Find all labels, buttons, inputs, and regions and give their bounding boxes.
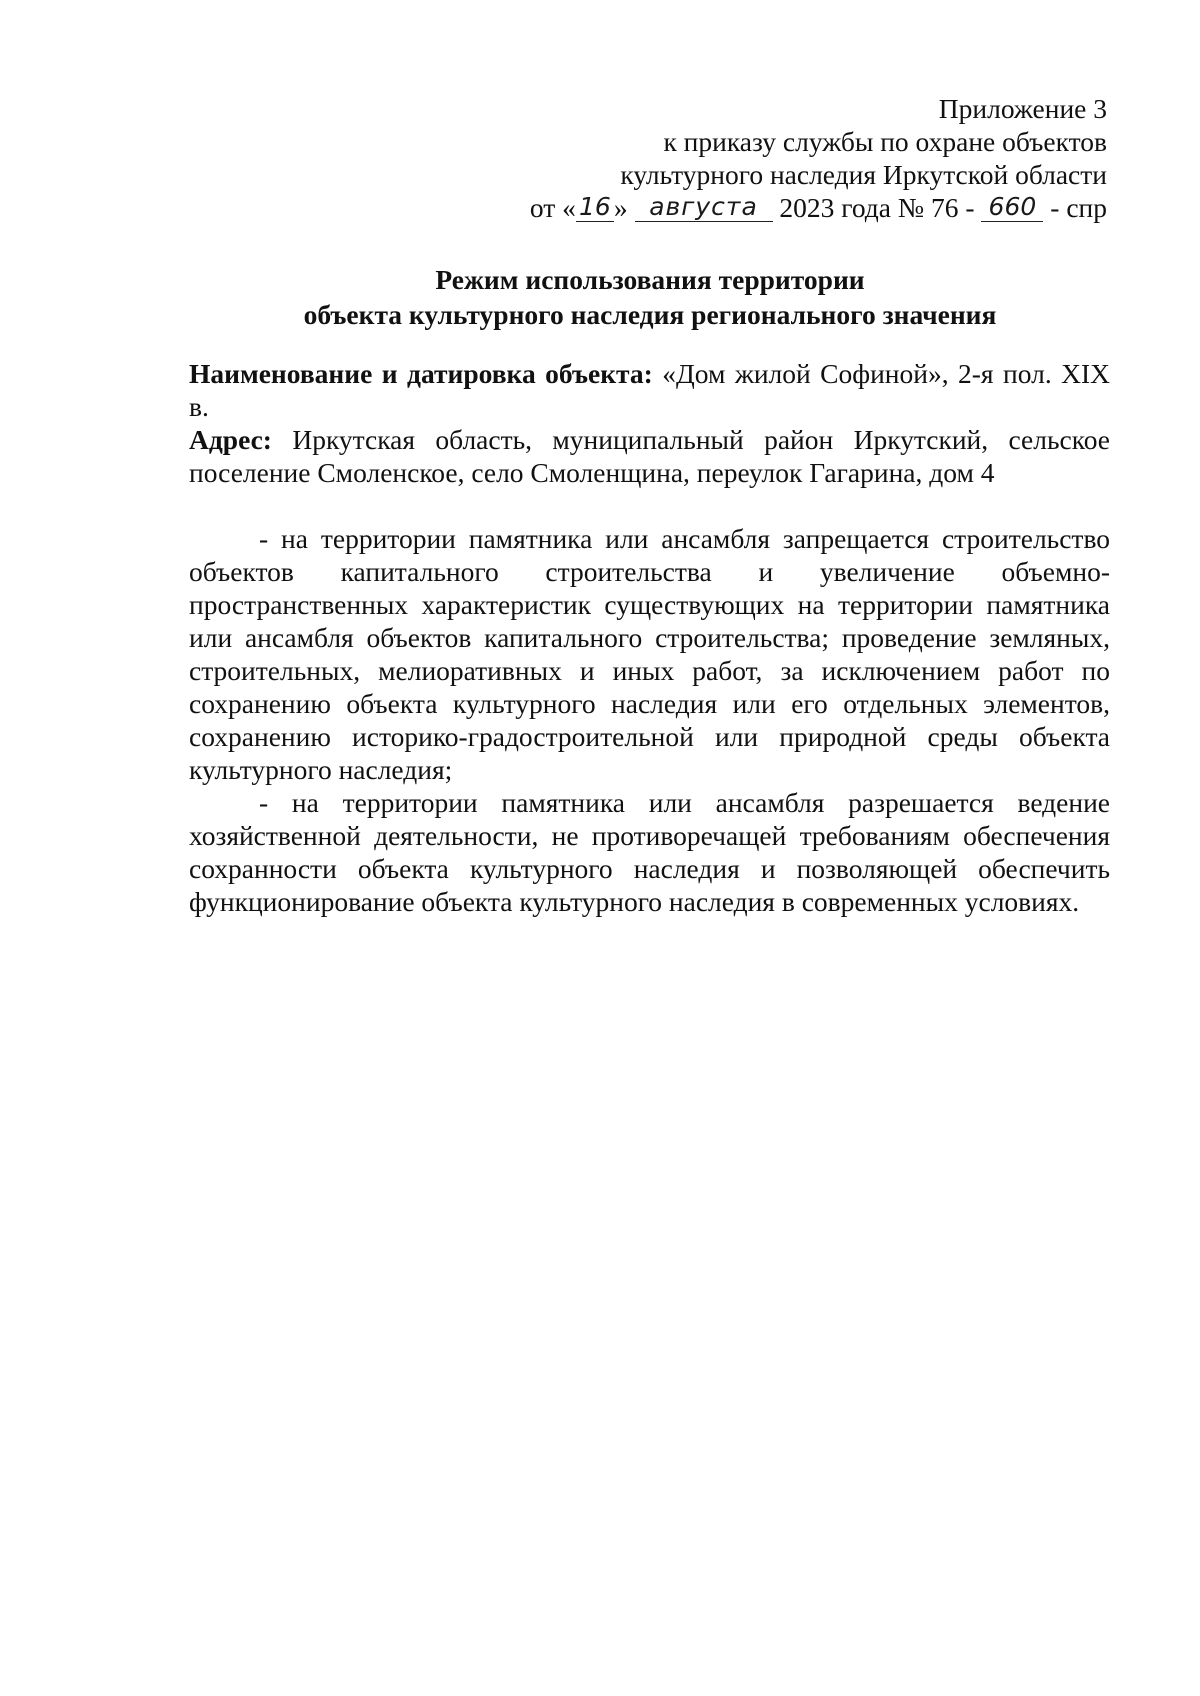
handwritten-day: 16 [576, 193, 614, 222]
object-address-paragraph [189, 423, 1110, 489]
object-name-value: «Дом жилой Софиной», 2-я пол. XIX в. [189, 358, 1111, 422]
heading-line-2: объекта культурного наследия регионального значения [303, 299, 997, 330]
heading-line-1: Режим использования территории [435, 264, 865, 295]
usage-rules [189, 522, 1110, 918]
date-prefix: от « [529, 192, 576, 223]
object-name-paragraph [189, 357, 1110, 423]
date-quote-close: » [613, 192, 628, 223]
object-name-label: Наименование и датировка объекта: [189, 358, 653, 389]
order-suffix: - спр [1050, 192, 1107, 223]
object-info [189, 357, 1110, 489]
appendix-line-1: к приказу службы по охране объектов [663, 126, 1107, 157]
appendix-date-line [407, 191, 1107, 224]
handwritten-month: августа [635, 193, 773, 222]
rule-prohibited: - на территории памятника или ансамбля запрещается строительство объектов капитального строительства и увеличение объемно-пространственных характеристик существующих на территории памятника или ансамбля объектов капитального строительства; проведение земляных, строительных, мелиоративных и иных работ, за исключением работ по сохранению объекта культурного наследия или его отдельных элементов, сохранению историко-градостроительной или природной среды объекта культурного наследия; [189, 523, 1110, 785]
date-year-number: 2023 года № 76 - [779, 192, 975, 223]
appendix-title: Приложение 3 [938, 93, 1107, 124]
object-address-value: Иркутская область, муниципальный район Иркутский, сельское поселение Смоленское, село Смоленщина, переулок Гагарина, дом 4 [189, 424, 1110, 488]
handwritten-order-number: 660 [981, 193, 1043, 222]
appendix-line-2: культурного наследия Иркутской области [620, 159, 1107, 190]
document-heading [190, 262, 1110, 332]
appendix-block [407, 92, 1107, 224]
object-address-label: Адрес: [189, 424, 272, 455]
rule-permitted: - на территории памятника или ансамбля разрешается ведение хозяйственной деятельности, не противоречащей требованиям обеспечения сохранности объекта культурного наследия и позволяющей обеспечить функционирование объекта культурного наследия в современных условиях. [189, 787, 1110, 917]
